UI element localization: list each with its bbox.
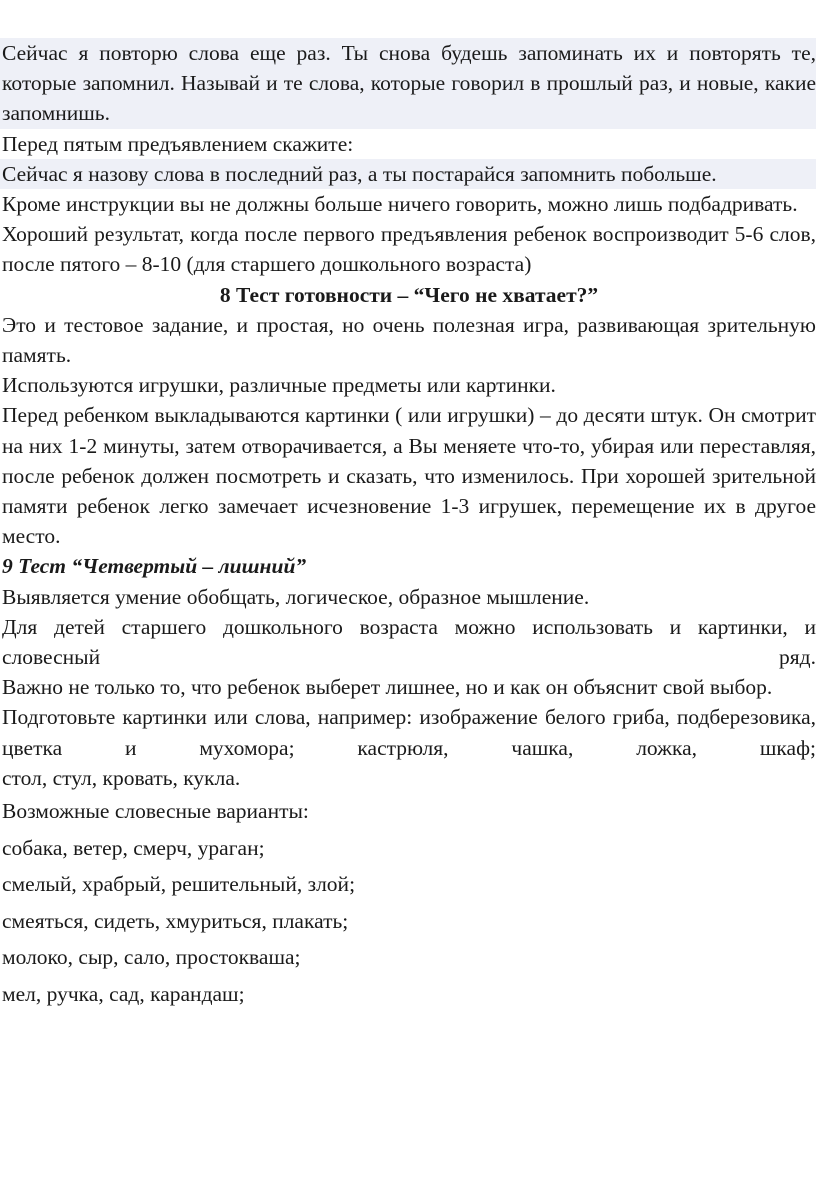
prepare-paragraph-end: стол, стул, кровать, кукла. <box>2 765 241 790</box>
word-list-item: молоко, сыр, сало, простокваша; <box>2 945 301 970</box>
document-page <box>0 38 816 1012</box>
word-list-item: смелый, храбрый, решительный, злой; <box>2 872 356 897</box>
word-list-item: мел, ручка, сад, карандаш; <box>2 981 245 1006</box>
instruction-last-paragraph: Сейчас я назову слова в последний раз, а ты постарайся запомнить побольше. <box>0 159 816 189</box>
result-paragraph: Хороший результат, когда после первого предъявления ребенок воспроизводит 5-6 слов, после пятого – 8-10 (для старшего дошкольного возраста) <box>2 222 816 277</box>
instruction-repeat-paragraph: Сейчас я повторю слова еще раз. Ты снова будешь запоминать их и повторять те, которые запомнил. Называй и те слова, которые говорил в прошлый раз, и новые, какие запомнишь. <box>0 38 816 129</box>
word-list-item: собака, ветер, смерч, ураган; <box>2 835 265 860</box>
section-heading-9: 9 Тест “Четвертый – лишний” <box>2 554 307 579</box>
encourage-paragraph: Кроме инструкции вы не должны больше ничего говорить, можно лишь подбадривать. <box>2 192 798 217</box>
age-group-paragraph: Для детей старшего дошкольного возраста можно использовать и картинки, и словесный ряд. <box>2 614 816 670</box>
materials-paragraph: Используются игрушки, различные предметы или картинки. <box>2 373 556 398</box>
word-variants-heading: Возможные словесные варианты: <box>2 799 309 824</box>
section-heading-8: 8 Тест готовности – “Чего не хватает?” <box>219 282 599 307</box>
fifth-presentation-paragraph: Перед пятым предъявлением скажите: <box>2 131 354 156</box>
explanation-paragraph: Важно не только то, что ребенок выберет лишнее, но и как он объяснит свой выбор. <box>2 675 773 700</box>
skills-paragraph: Выявляется умение обобщать, логическое, образное мышление. <box>2 584 590 609</box>
prepare-paragraph: Подготовьте картинки или слова, например: изображение белого гриба, подберезовика, цветка и мухомора; кастрюля, чашка, ложка, шкаф; <box>2 705 816 760</box>
game-description-paragraph: Это и тестовое задание, и простая, но очень полезная игра, развивающая зрительную память. <box>2 312 816 368</box>
procedure-paragraph: Перед ребенком выкладываются картинки ( или игрушки) – до десяти штук. Он смотрит на них 1-2 минуты, затем отворачивается, а Вы меняете что-то, убирая или переставляя, после ребенок должен посмотреть и сказать, что изменилось. При хорошей зрительной памяти ребенок легко замечает исчезновение 1-3 игрушек, перемещение их в другое место. <box>2 403 816 549</box>
word-list-item: смеяться, сидеть, хмуриться, плакать; <box>2 908 349 933</box>
